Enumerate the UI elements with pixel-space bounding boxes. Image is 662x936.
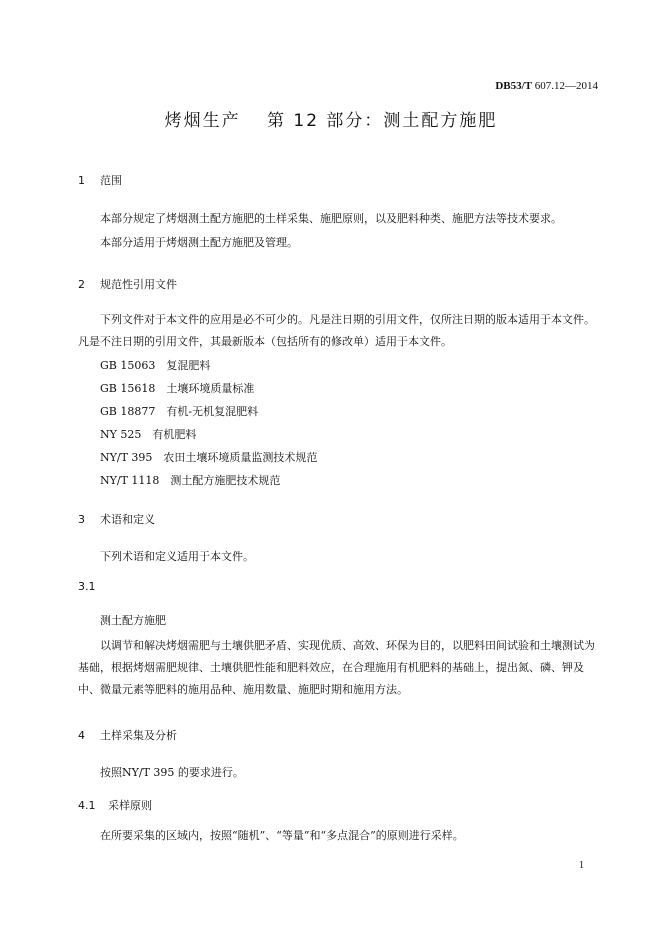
reference-item: NY/T 395 农田土壤环境质量监测技术规范 <box>100 451 318 464</box>
section-4-number: 4 <box>78 729 85 742</box>
section-3-title: 术语和定义 <box>100 513 155 526</box>
subsection-4-1-heading <box>78 797 152 813</box>
section-1-paragraph-1: 本部分规定了烤烟测土配方施肥的土样采集、施肥原则，以及肥料种类、施肥方法等技术要求。 <box>100 212 562 225</box>
section-2-number: 2 <box>78 278 85 291</box>
section-4-paragraph-1: 按照NY/T 395 的要求进行。 <box>100 766 244 779</box>
subsection-4-1-title: 采样原则 <box>108 799 152 812</box>
section-4-heading <box>78 727 177 743</box>
document-code-prefix: DB53/T <box>495 80 532 92</box>
reference-item: GB 15063 复混肥料 <box>100 359 211 372</box>
section-1-heading <box>78 172 122 188</box>
section-2-paragraph-1: 下列文件对于本文件的应用是必不可少的。凡是注日期的引用文件，仅所注日期的版本适用于本文件。凡是不注日期的引用文件，其最新版本（包括所有的修改单）适用于本文件。 <box>78 313 595 348</box>
section-1-number: 1 <box>78 174 85 187</box>
reference-item: NY/T 1118 测土配方施肥技术规范 <box>100 474 281 487</box>
section-3-paragraph-1: 下列术语和定义适用于本文件。 <box>100 550 254 563</box>
subsection-4-1-paragraph: 在所要采集的区域内，按照“随机”、“等量”和“多点混合”的原则进行采样。 <box>100 829 464 842</box>
section-2-title: 规范性引用文件 <box>100 278 177 291</box>
section-2-heading <box>78 276 177 292</box>
subsection-3-1-number: 3.1 <box>78 580 96 593</box>
section-3-number: 3 <box>78 513 85 526</box>
section-4-title: 土样采集及分析 <box>100 729 177 742</box>
reference-item: GB 15618 土壤环境质量标准 <box>100 382 255 395</box>
section-1-title: 范围 <box>100 174 122 187</box>
page-title: 烤烟生产 第 12 部分：测土配方施肥 <box>164 111 498 131</box>
page-number: 1 <box>579 860 584 871</box>
reference-item: GB 18877 有机-无机复混肥料 <box>100 405 259 418</box>
section-1-paragraph-2: 本部分适用于烤烟测土配方施肥及管理。 <box>100 236 298 249</box>
document-code <box>495 80 598 92</box>
reference-item: NY 525 有机肥料 <box>100 428 197 441</box>
subsection-4-1-number: 4.1 <box>78 799 96 812</box>
document-code-number: 607.12—2014 <box>534 80 598 92</box>
section-3-heading <box>78 511 155 527</box>
term-definition: 以调节和解决烤烟需肥与土壤供肥矛盾、实现优质、高效、环保为目的，以肥料田间试验和土壤测试为基础，根据烤烟需肥规律、土壤供肥性能和肥料效应，在合理施用有机肥料的基础上，提出氮、磷、钾及中、微量元素等肥料的施用品种、施用数量、施肥时期和施用方法。 <box>78 639 595 696</box>
term-title: 测土配方施肥 <box>100 614 166 627</box>
